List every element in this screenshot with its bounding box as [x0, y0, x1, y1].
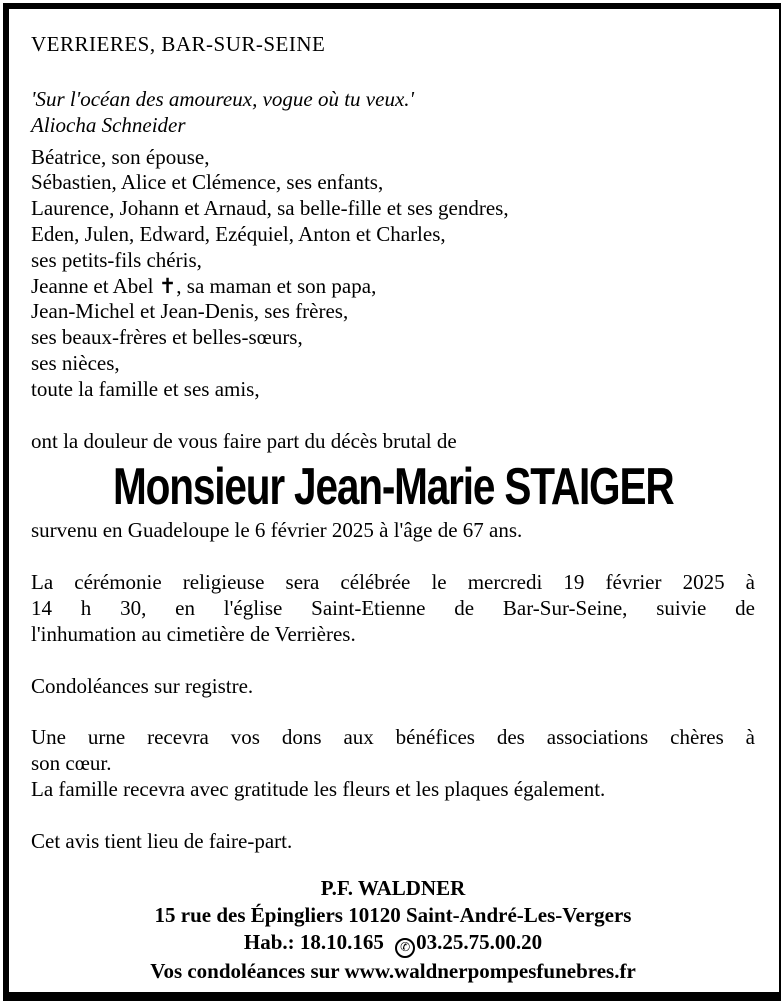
text-line: La cérémonie religieuse sera célébrée le mercredi 19 février 2025 à	[31, 570, 755, 595]
quote-author: Aliocha Schneider	[31, 112, 186, 137]
death-info: survenu en Guadeloupe le 6 février 2025 à l'âge de 67 ans.	[31, 518, 523, 543]
text-line: ses beaux-frères et belles-sœurs,	[31, 325, 303, 350]
phone-number: 03.25.75.00.20	[416, 929, 543, 954]
text-line: Béatrice, son épouse,	[31, 144, 210, 169]
text-line: ses nièces,	[31, 350, 120, 375]
text-line: Jeanne et Abel ✝, sa maman et son papa,	[31, 273, 377, 298]
text-line: ses petits-fils chéris,	[31, 247, 202, 272]
text-line: Une urne recevra vos dons aux bénéfices des associations chères à	[31, 725, 755, 750]
deceased-name: Monsieur Jean-Marie STAIGER	[112, 458, 674, 517]
phone-icon: ✆	[395, 938, 415, 958]
funeral-home-name: P.F. WALDNER	[320, 875, 466, 900]
intro-text: ont la douleur de vous faire part du décès brutal de	[31, 428, 457, 453]
ceremony-paragraph	[31, 570, 755, 647]
funeral-home-contact	[31, 929, 755, 958]
family-list	[31, 145, 755, 403]
text-line: 14 h 30, en l'église Saint-Etienne de Bar-Sur-Seine, suivie de	[31, 595, 755, 620]
donation-paragraph	[31, 725, 755, 802]
funeral-home-address: 15 rue des Épingliers 10120 Saint-André-Les-Vergers	[154, 902, 632, 927]
condolences-website: Vos condoléances sur www.waldnerpompesfunebres.fr	[150, 958, 636, 983]
quote-text: 'Sur l'océan des amoureux, vogue où tu veux.'	[31, 87, 415, 111]
location-header: VERRIERES, BAR-SUR-SEINE	[31, 32, 326, 56]
habilitation-number: Hab.: 18.10.165	[243, 929, 390, 954]
text-line: son cœur.	[31, 751, 112, 776]
obituary-notice	[3, 3, 781, 1001]
text-line: Eden, Julen, Edward, Ezéquiel, Anton et Charles,	[31, 221, 446, 246]
text-line: Laurence, Johann et Arnaud, sa belle-fille et ses gendres,	[31, 196, 509, 221]
text-line: La famille recevra avec gratitude les fleurs et les plaques également.	[31, 776, 606, 801]
text-line: l'inhumation au cimetière de Verrières.	[31, 621, 356, 646]
quote-block	[31, 87, 755, 139]
condolences-register: Condoléances sur registre.	[31, 673, 254, 698]
text-line: Sébastien, Alice et Clémence, ses enfants,	[31, 170, 384, 195]
funeral-home-block	[31, 875, 755, 985]
text-line: Jean-Michel et Jean-Denis, ses frères,	[31, 299, 349, 324]
text-line: toute la famille et ses amis,	[31, 376, 260, 401]
faire-part-text: Cet avis tient lieu de faire-part.	[31, 828, 293, 853]
